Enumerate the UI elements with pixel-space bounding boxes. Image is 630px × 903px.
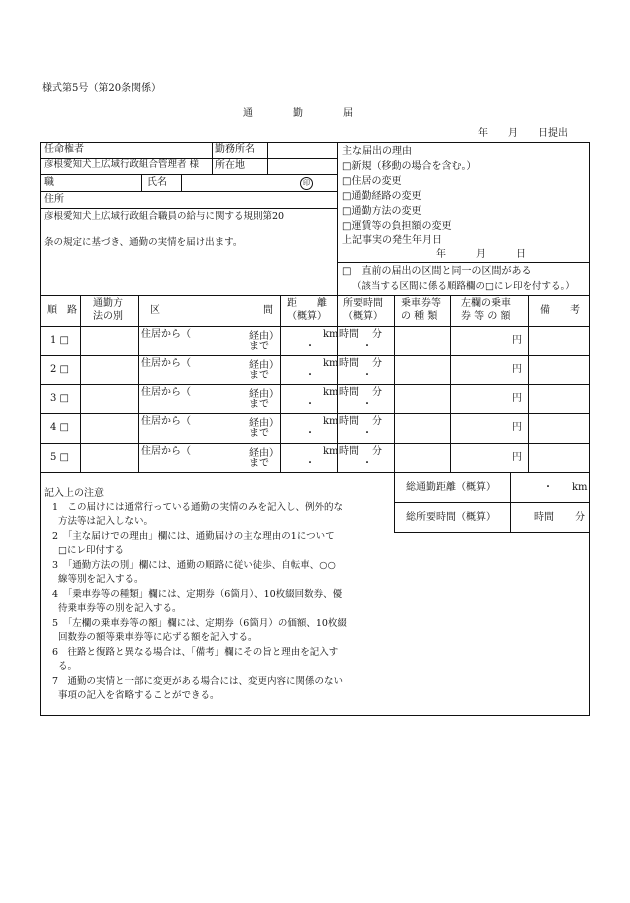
same-section-note: （該当する区間に係る順路欄の□にレ印を付する。） [352,281,575,292]
name-field[interactable] [182,175,294,190]
row-minutes: 分 [372,416,382,427]
address-label: 住所 [44,194,64,205]
row-to: まで [249,399,269,410]
row-dot: ・ [305,458,315,469]
address-field[interactable] [72,192,334,207]
row-to: まで [249,458,269,469]
col-ticket-kind-line1: 乗車券等 [401,298,441,309]
col-time-line2: （概算） [343,311,383,322]
row-hours: 時間 [339,416,359,427]
row-hours: 時間 [339,358,359,369]
row-order[interactable]: 5 □ [50,452,69,463]
row-dot2: ・ [362,399,372,410]
row-yen: 円 [512,393,522,404]
col-section-end: 間 [263,305,273,316]
note-line: 方法等は記入しない。 [58,516,154,527]
col-section: 区 [150,305,160,316]
submit-date[interactable]: 年 月 日提出 [478,128,568,139]
row-from[interactable]: 住居から（ [141,329,191,340]
row-order[interactable]: 2 □ [50,364,69,375]
row-from[interactable]: 住居から（ [141,416,191,427]
reasons-heading: 主な届出の理由 [342,146,412,157]
row-via: 経由） [249,360,279,371]
row-from[interactable]: 住居から（ [141,446,191,457]
top-divider [337,142,338,295]
reason-route[interactable]: □通勤経路の変更 [342,191,422,202]
row-via: 経由） [249,389,279,400]
row-to: まで [249,341,269,352]
seal-mark: 印 [300,177,313,190]
row-via: 経由） [249,448,279,459]
note-line: 2 「主な届けでの理由」欄には、通勤届けの主な理由の1について [52,531,335,542]
occurrence-date[interactable]: 年 月 日 [436,249,526,260]
reason-fare[interactable]: □運賃等の負担額の変更 [342,221,452,232]
row-dot: ・ [305,370,315,381]
row-dot2: ・ [362,428,372,439]
row-hours: 時間 [339,387,359,398]
note-line: 6 往路と復路と異なる場合は、「備考」欄にその旨と理由を記入す [52,647,339,658]
statement-line-1: 彦根愛知犬上広域行政組合職員の給与に関する規則第20 [44,211,285,222]
row-via: 経由） [249,331,279,342]
appointer-label: 任命権者 [44,144,84,155]
note-line: 回数券の額等乗車券等に応ずる額を記入する。 [58,632,258,643]
total-distance-dot: ・ [543,482,553,493]
col-ticket-kind-line2: の 種 類 [401,311,438,322]
row-yen: 円 [512,452,522,463]
reason-residence[interactable]: □住居の変更 [342,176,402,187]
total-distance-unit: km [572,482,588,493]
row-minutes: 分 [372,329,382,340]
name-label: 氏名 [147,177,167,188]
location-label: 所在地 [215,160,245,171]
position-label: 職 [44,177,54,188]
col-time-line1: 所要時間 [343,298,383,309]
row-km: km [323,329,339,340]
row-yen: 円 [512,335,522,346]
note-line: 7 通勤の実情と一部に変更がある場合には、変更内容に関係のない [52,676,344,687]
workplace-field[interactable] [268,143,336,158]
position-field[interactable] [58,175,140,190]
col-method-line1: 通勤方 [93,298,123,309]
col-distance-line2: （概算） [287,311,327,322]
total-time-hours: 時間 [534,512,554,523]
row-dot: ・ [305,428,315,439]
note-line: 1 この届けには通常行っている通勤の実情のみを記入し、例外的な [52,502,344,513]
note-line: 3 「通勤方法の別」欄には、通勤の順路に従い徒歩、自転車、○○ [52,560,336,571]
row-from[interactable]: 住居から（ [141,358,191,369]
reason-method[interactable]: □通勤方法の変更 [342,206,422,217]
appointer-value: 彦根愛知犬上広域行政組合管理者 様 [44,159,200,170]
row-dot: ・ [305,399,315,410]
note-line: 事項の記入を省略することができる。 [58,690,220,701]
note-line: 5 「左欄の乗車券等の額」欄には、定期券（6箇月）の価額、10枚綴 [52,618,347,629]
col-ticket-amount-line2: 券 等 の 額 [461,311,511,322]
row-order[interactable]: 4 □ [50,422,69,433]
row-dot2: ・ [362,458,372,469]
col-ticket-amount-line1: 左欄の乗車 [461,298,511,309]
row-via: 経由） [249,418,279,429]
location-field[interactable] [268,159,336,174]
row-km: km [323,416,339,427]
row-dot2: ・ [362,370,372,381]
form-number: 様式第5号（第20条関係） [42,83,162,94]
row-km: km [323,358,339,369]
row-dot: ・ [305,341,315,352]
total-time-label: 総所要時間（概算） [406,512,496,523]
col-remarks: 備 考 [540,305,580,316]
note-line: □にレ印付する [58,545,124,556]
note-line: 4 「乗車券等の種類」欄には、定期券（6箇月）、10枚綴回数券、優 [52,589,343,600]
row-hours: 時間 [339,446,359,457]
total-time-minutes: 分 [575,512,585,523]
col-method-line2: 法の別 [93,311,123,322]
row-order[interactable]: 3 □ [50,393,69,404]
total-distance-label: 総通勤距離（概算） [406,482,496,493]
row-to: まで [249,370,269,381]
row-km: km [323,446,339,457]
row-order[interactable]: 1 □ [50,335,69,346]
note-line: る。 [58,661,78,672]
note-line: 待乗車券等の別を記入する。 [58,603,182,614]
row-to: まで [249,428,269,439]
col-order: 順 路 [47,305,77,316]
row-hours: 時間 [339,329,359,340]
row-yen: 円 [512,364,522,375]
row-km: km [323,387,339,398]
row-minutes: 分 [372,446,382,457]
workplace-label: 勤務所名 [215,144,255,155]
page-title: 通 勤 届 [243,108,353,119]
reason-new[interactable]: □新規（移動の場合を含む。） [342,161,477,172]
note-line: 線等別を記入する。 [58,574,144,585]
col-distance-line1: 距 離 [287,298,327,309]
same-section-check[interactable]: □ 直前の届出の区間と同一の区間がある [342,266,532,277]
row-minutes: 分 [372,387,382,398]
occurrence-label: 上記事実の発生年月日 [342,235,442,246]
notes-heading: 記入上の注意 [44,488,104,499]
statement-line-2: 条の規定に基づき、通勤の実情を届け出ます。 [44,237,243,248]
row-minutes: 分 [372,358,382,369]
row-dot2: ・ [362,341,372,352]
row-yen: 円 [512,422,522,433]
row-from[interactable]: 住居から（ [141,387,191,398]
